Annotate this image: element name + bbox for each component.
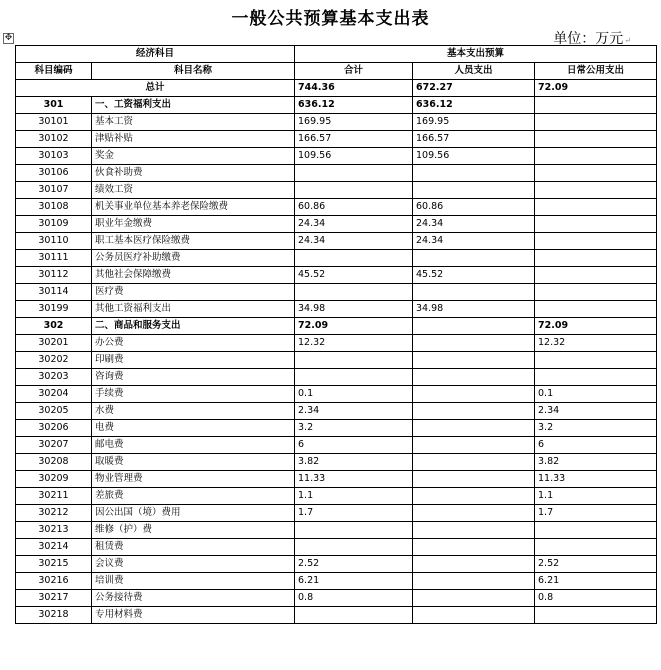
row-public [535, 352, 657, 369]
row-public: 3.82 [535, 454, 657, 471]
row-total: 60.86 [295, 199, 413, 216]
row-name: 印刷费 [92, 352, 295, 369]
header-personnel: 人员支出 [413, 63, 535, 80]
row-personnel [413, 403, 535, 420]
row-personnel [413, 590, 535, 607]
total-label: 总计 [16, 80, 295, 97]
row-public [535, 607, 657, 624]
table-row [16, 420, 657, 437]
budget-table [15, 45, 657, 624]
total-row [16, 80, 657, 97]
row-code: 30204 [16, 386, 92, 403]
row-public: 2.52 [535, 556, 657, 573]
row-public [535, 131, 657, 148]
row-personnel [413, 471, 535, 488]
row-public: 0.8 [535, 590, 657, 607]
row-code: 30209 [16, 471, 92, 488]
row-name: 公务员医疗补助缴费 [92, 250, 295, 267]
row-code: 30218 [16, 607, 92, 624]
row-code: 30216 [16, 573, 92, 590]
header-row-sub [16, 63, 657, 80]
row-code: 30106 [16, 165, 92, 182]
row-public: 11.33 [535, 471, 657, 488]
row-code: 30215 [16, 556, 92, 573]
row-personnel [413, 573, 535, 590]
table-row [16, 573, 657, 590]
table-row [16, 199, 657, 216]
row-code: 30211 [16, 488, 92, 505]
row-public [535, 199, 657, 216]
row-public: 3.2 [535, 420, 657, 437]
row-total: 109.56 [295, 148, 413, 165]
row-total [295, 539, 413, 556]
row-name: 职工基本医疗保险缴费 [92, 233, 295, 250]
row-total: 1.7 [295, 505, 413, 522]
row-name: 邮电费 [92, 437, 295, 454]
row-name: 会议费 [92, 556, 295, 573]
row-total: 24.34 [295, 216, 413, 233]
unit-text: 单位：万元 [553, 31, 624, 47]
table-row [16, 386, 657, 403]
row-total: 166.57 [295, 131, 413, 148]
row-personnel [413, 318, 535, 335]
row-public [535, 148, 657, 165]
row-personnel: 166.57 [413, 131, 535, 148]
row-personnel: 45.52 [413, 267, 535, 284]
row-name: 职业年金缴费 [92, 216, 295, 233]
row-code: 30203 [16, 369, 92, 386]
row-code: 302 [16, 318, 92, 335]
row-name: 医疗费 [92, 284, 295, 301]
row-code: 30214 [16, 539, 92, 556]
row-personnel: 24.34 [413, 216, 535, 233]
row-personnel [413, 454, 535, 471]
row-public: 6.21 [535, 573, 657, 590]
row-code: 30199 [16, 301, 92, 318]
row-code: 30111 [16, 250, 92, 267]
row-personnel: 169.95 [413, 114, 535, 131]
row-name: 公务接待费 [92, 590, 295, 607]
row-personnel [413, 488, 535, 505]
row-public [535, 233, 657, 250]
row-personnel: 60.86 [413, 199, 535, 216]
row-public: 12.32 [535, 335, 657, 352]
row-personnel [413, 522, 535, 539]
row-total: 2.34 [295, 403, 413, 420]
row-personnel [413, 539, 535, 556]
row-public [535, 369, 657, 386]
total-public: 72.09 [535, 80, 657, 97]
row-name: 差旅费 [92, 488, 295, 505]
row-total [295, 165, 413, 182]
table-row [16, 471, 657, 488]
row-total: 24.34 [295, 233, 413, 250]
row-total: 169.95 [295, 114, 413, 131]
row-name: 水费 [92, 403, 295, 420]
row-personnel [413, 352, 535, 369]
row-personnel [413, 386, 535, 403]
row-personnel: 24.34 [413, 233, 535, 250]
row-total: 2.52 [295, 556, 413, 573]
header-econ-subject: 经济科目 [16, 46, 295, 63]
row-name: 租赁费 [92, 539, 295, 556]
table-row [16, 556, 657, 573]
row-total: 0.1 [295, 386, 413, 403]
table-row [16, 165, 657, 182]
row-name: 津贴补贴 [92, 131, 295, 148]
paragraph-mark: ↵ [624, 36, 631, 45]
row-name: 培训费 [92, 573, 295, 590]
row-total: 11.33 [295, 471, 413, 488]
table-row [16, 352, 657, 369]
header-row-top [16, 46, 657, 63]
row-public: 1.7 [535, 505, 657, 522]
row-personnel: 34.98 [413, 301, 535, 318]
row-code: 30102 [16, 131, 92, 148]
row-name: 基本工资 [92, 114, 295, 131]
table-row [16, 301, 657, 318]
row-name: 二、商品和服务支出 [92, 318, 295, 335]
row-public: 72.09 [535, 318, 657, 335]
row-name: 咨询费 [92, 369, 295, 386]
row-total [295, 352, 413, 369]
row-code: 30103 [16, 148, 92, 165]
row-code: 30206 [16, 420, 92, 437]
row-code: 30101 [16, 114, 92, 131]
row-public: 0.1 [535, 386, 657, 403]
row-code: 30205 [16, 403, 92, 420]
row-name: 其他工资福利支出 [92, 301, 295, 318]
row-personnel [413, 165, 535, 182]
row-personnel: 109.56 [413, 148, 535, 165]
row-code: 30213 [16, 522, 92, 539]
row-public [535, 165, 657, 182]
row-code: 30110 [16, 233, 92, 250]
header-basic-budget: 基本支出预算 [295, 46, 657, 63]
row-public [535, 114, 657, 131]
table-row [16, 216, 657, 233]
row-personnel [413, 437, 535, 454]
row-name: 其他社会保障缴费 [92, 267, 295, 284]
row-total: 3.2 [295, 420, 413, 437]
row-public [535, 284, 657, 301]
header-public: 日常公用支出 [535, 63, 657, 80]
table-row [16, 488, 657, 505]
row-public [535, 182, 657, 199]
row-code: 30207 [16, 437, 92, 454]
header-name: 科目名称 [92, 63, 295, 80]
row-code: 30114 [16, 284, 92, 301]
row-total [295, 522, 413, 539]
row-name: 办公费 [92, 335, 295, 352]
row-public: 2.34 [535, 403, 657, 420]
row-total: 6 [295, 437, 413, 454]
header-total: 合计 [295, 63, 413, 80]
row-code: 30208 [16, 454, 92, 471]
row-total: 12.32 [295, 335, 413, 352]
row-code: 30109 [16, 216, 92, 233]
row-code: 30217 [16, 590, 92, 607]
table-row [16, 318, 657, 335]
total-sum: 744.36 [295, 80, 413, 97]
table-row [16, 148, 657, 165]
row-total: 636.12 [295, 97, 413, 114]
row-public: 1.1 [535, 488, 657, 505]
row-personnel [413, 369, 535, 386]
table-row [16, 454, 657, 471]
table-row [16, 250, 657, 267]
row-total: 3.82 [295, 454, 413, 471]
row-total [295, 369, 413, 386]
row-code: 30112 [16, 267, 92, 284]
row-name: 一、工资福利支出 [92, 97, 295, 114]
row-code: 30107 [16, 182, 92, 199]
row-name: 取暖费 [92, 454, 295, 471]
row-public [535, 301, 657, 318]
row-public [535, 267, 657, 284]
row-total: 1.1 [295, 488, 413, 505]
row-personnel [413, 182, 535, 199]
row-total: 72.09 [295, 318, 413, 335]
table-row [16, 539, 657, 556]
table-move-handle-icon[interactable]: ✥ [4, 33, 13, 43]
row-name: 伙食补助费 [92, 165, 295, 182]
row-name: 物业管理费 [92, 471, 295, 488]
row-public [535, 216, 657, 233]
row-personnel [413, 505, 535, 522]
row-code: 301 [16, 97, 92, 114]
total-personnel: 672.27 [413, 80, 535, 97]
row-personnel [413, 335, 535, 352]
table-row [16, 182, 657, 199]
table-row [16, 97, 657, 114]
row-total: 34.98 [295, 301, 413, 318]
table-row [16, 607, 657, 624]
row-total [295, 250, 413, 267]
row-public [535, 539, 657, 556]
row-total [295, 607, 413, 624]
table-row [16, 590, 657, 607]
table-row [16, 369, 657, 386]
row-code: 30108 [16, 199, 92, 216]
header-code: 科目编码 [16, 63, 92, 80]
row-name: 因公出国（境）费用 [92, 505, 295, 522]
table-row [16, 267, 657, 284]
row-name: 电费 [92, 420, 295, 437]
row-public [535, 97, 657, 114]
row-name: 奖金 [92, 148, 295, 165]
row-personnel [413, 284, 535, 301]
row-name: 绩效工资 [92, 182, 295, 199]
row-personnel [413, 607, 535, 624]
row-name: 维修（护）费 [92, 522, 295, 539]
table-row [16, 522, 657, 539]
table-row [16, 233, 657, 250]
table-row [16, 284, 657, 301]
row-total [295, 284, 413, 301]
row-code: 30212 [16, 505, 92, 522]
row-public [535, 250, 657, 267]
table-row [16, 403, 657, 420]
table-row [16, 131, 657, 148]
table-row [16, 437, 657, 454]
document-title: 一般公共预算基本支出表 [231, 9, 430, 29]
row-total [295, 182, 413, 199]
row-total: 45.52 [295, 267, 413, 284]
row-name: 专用材料费 [92, 607, 295, 624]
row-personnel: 636.12 [413, 97, 535, 114]
table-row [16, 335, 657, 352]
row-code: 30202 [16, 352, 92, 369]
table-row [16, 505, 657, 522]
row-public [535, 522, 657, 539]
row-total: 6.21 [295, 573, 413, 590]
row-name: 手续费 [92, 386, 295, 403]
row-code: 30201 [16, 335, 92, 352]
row-personnel [413, 556, 535, 573]
row-total: 0.8 [295, 590, 413, 607]
row-personnel [413, 250, 535, 267]
row-public: 6 [535, 437, 657, 454]
row-name: 机关事业单位基本养老保险缴费 [92, 199, 295, 216]
row-personnel [413, 420, 535, 437]
table-row [16, 114, 657, 131]
